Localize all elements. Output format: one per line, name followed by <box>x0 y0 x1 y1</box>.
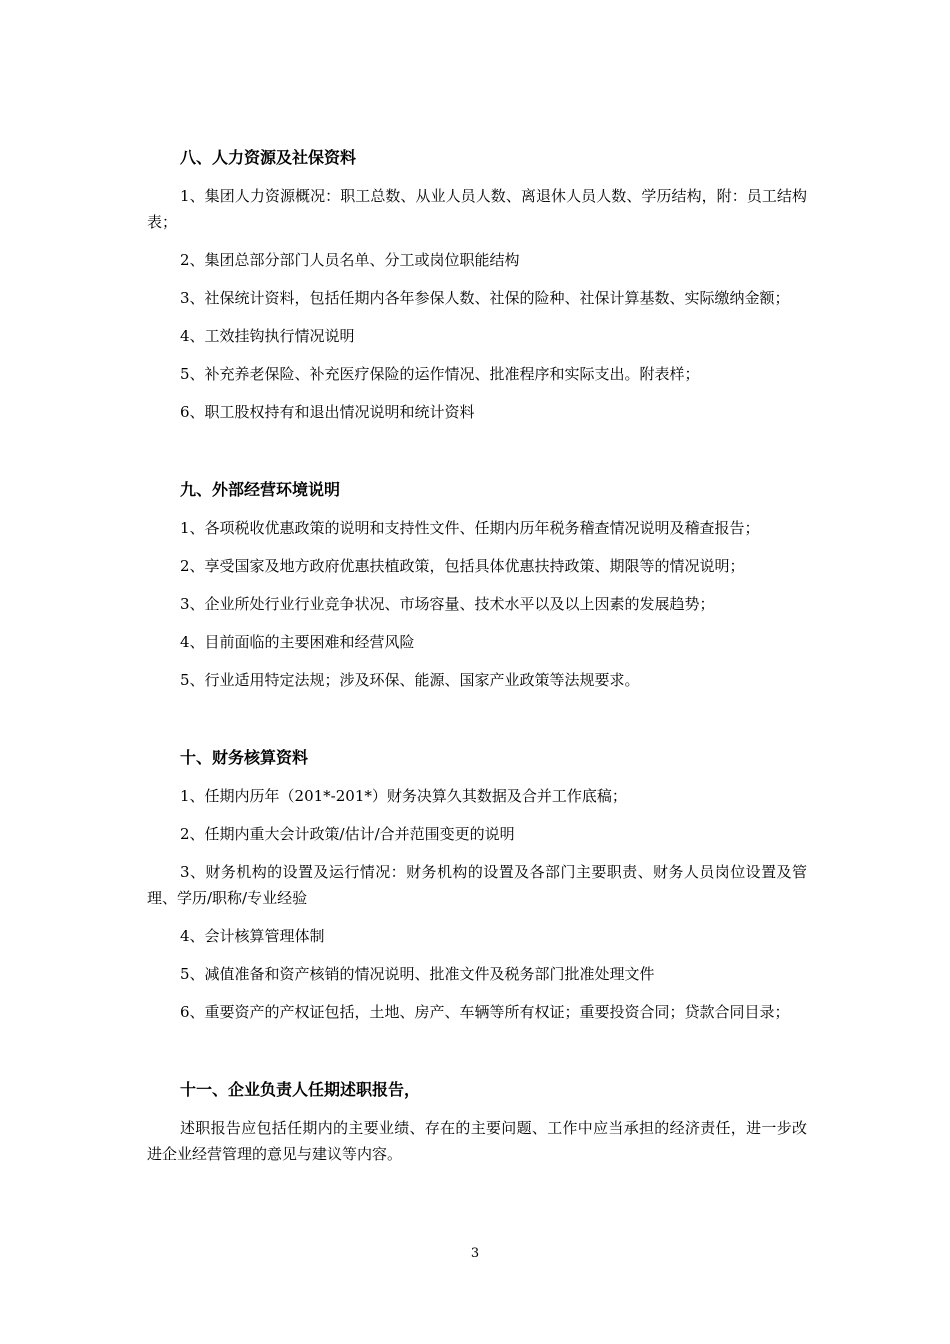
body-paragraph: 述职报告应包括任期内的主要业绩、存在的主要问题、工作中应当承担的经济责任，进一步改进企业经营管理的意见与建议等内容。 <box>147 1119 807 1163</box>
list-item: 3、社保统计资料，包括任期内各年参保人数、社保的险种、社保计算基数、实际缴纳金额； <box>180 289 790 307</box>
list-item: 4、目前面临的主要困难和经营风险 <box>180 633 415 651</box>
list-item: 5、补充养老保险、补充医疗保险的运作情况、批准程序和实际支出。附表样； <box>180 365 700 383</box>
list-item: 3、财务机构的设置及运行情况：财务机构的设置及各部门主要职责、财务人员岗位设置及管理、学历/职称/专业经验 <box>147 863 807 907</box>
section-heading: 八、人力资源及社保资料 <box>180 148 357 167</box>
section-external-environment <box>147 477 807 693</box>
section-spacer <box>147 1037 807 1077</box>
section-financial-accounting <box>147 745 807 1025</box>
list-item: 5、减值准备和资产核销的情况说明、批准文件及税务部门批准处理文件 <box>180 965 655 983</box>
list-item: 2、享受国家及地方政府优惠扶植政策，包括具体优惠扶持政策、期限等的情况说明； <box>180 557 745 575</box>
section-tenure-report <box>147 1077 807 1167</box>
section-spacer <box>147 705 807 745</box>
list-item: 2、任期内重大会计政策/估计/合并范围变更的说明 <box>180 825 515 843</box>
page-number: 3 <box>470 1246 480 1261</box>
page-content <box>147 145 807 1179</box>
section-heading: 九、外部经营环境说明 <box>180 480 341 499</box>
section-heading: 十、财务核算资料 <box>180 748 309 767</box>
section-spacer <box>147 437 807 477</box>
list-item: 4、会计核算管理体制 <box>180 927 325 945</box>
list-item: 6、重要资产的产权证包括，土地、房产、车辆等所有权证；重要投资合同；贷款合同目录； <box>180 1003 790 1021</box>
list-item: 1、各项税收优惠政策的说明和支持性文件、任期内历年税务稽查情况说明及稽查报告； <box>180 519 760 537</box>
list-item: 1、任期内历年（201*-201*）财务决算久其数据及合并工作底稿； <box>180 787 627 805</box>
list-item: 4、工效挂钩执行情况说明 <box>180 327 355 345</box>
list-item: 2、集团总部分部门人员名单、分工或岗位职能结构 <box>180 251 520 269</box>
list-item: 1、集团人力资源概况：职工总数、从业人员人数、离退休人员人数、学历结构，附：员工结构表； <box>147 187 807 231</box>
list-item: 6、职工股权持有和退出情况说明和统计资料 <box>180 403 475 421</box>
section-hr-social-security <box>147 145 807 425</box>
list-item: 5、行业适用特定法规；涉及环保、能源、国家产业政策等法规要求。 <box>180 671 640 689</box>
section-heading: 十一、企业负责人任期述职报告， <box>180 1080 421 1099</box>
list-item: 3、企业所处行业行业竞争状况、市场容量、技术水平以及以上因素的发展趋势； <box>180 595 715 613</box>
